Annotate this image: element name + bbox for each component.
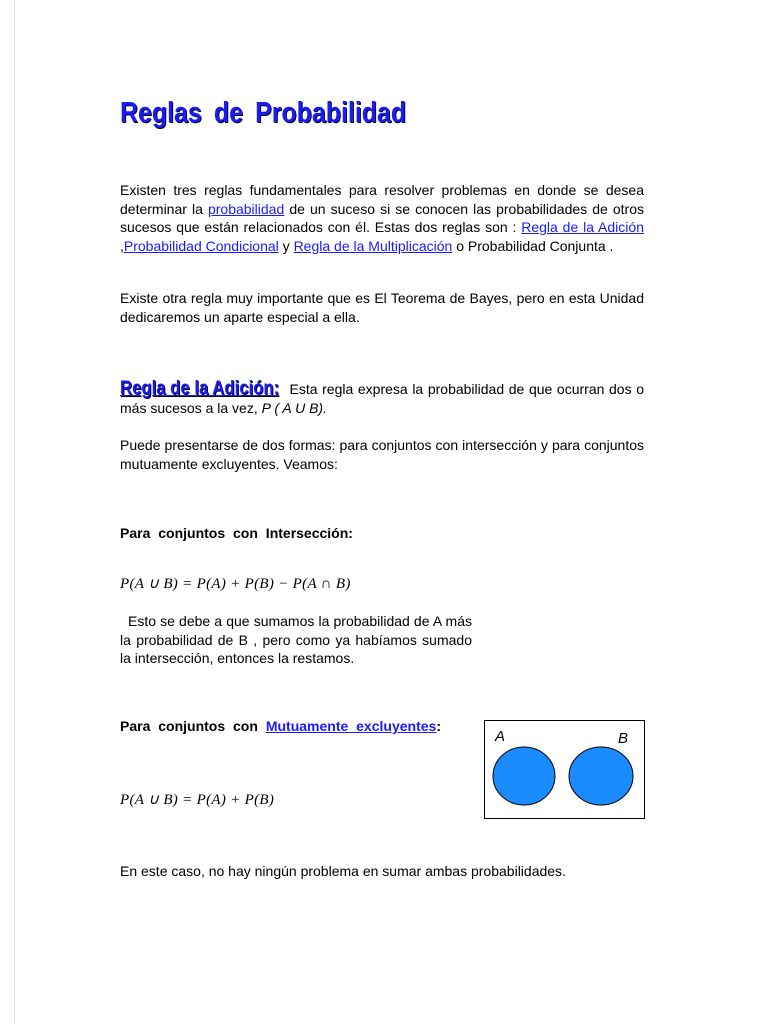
intro-text-2: de un suceso si se conocen las probabilidades de otros sucesos que están relacionados con él. Estas dos reglas son : (120, 200, 645, 235)
venn-circle-a (493, 747, 555, 805)
intro-text-4: y (278, 237, 294, 254)
page-edge (14, 0, 15, 1024)
heading-excluyentes-prefix: Para conjuntos con (120, 718, 266, 734)
intro-text-5: o Probabilidad Conjunta . (452, 237, 614, 254)
page-title: Reglas de Probabilidad (120, 97, 407, 129)
formula-interseccion: P(A ∪ B) = P(A) + P(B) − P(A ∩ B) (120, 576, 351, 592)
adicion-paragraph (120, 380, 644, 417)
adicion-text: Esta regla expresa la probabilidad de que ocurran dos o más sucesos a la vez, (120, 381, 644, 416)
formula-excluyentes: P(A ∪ B) = P(A) + P(B) (120, 792, 275, 808)
interseccion-explanation: Esto se debe a que sumamos la probabilidad de A más la probabilidad de B , pero como ya habíamos sumado la intersección, entonces la restamos. (120, 613, 472, 666)
venn-svg (485, 721, 643, 817)
section-heading-adicion: Regla de la Adición: (120, 378, 280, 399)
link-probabilidad-condicional[interactable]: Probabilidad Condicional (123, 237, 279, 254)
formas-paragraph: Puede presentarse de dos formas: para conjuntos con intersección y para conjuntos mutuamente excluyentes. Veamos: (120, 437, 644, 472)
link-probabilidad[interactable]: probabilidad (207, 200, 285, 217)
link-regla-multiplicacion[interactable]: Regla de la Multiplicación (293, 237, 453, 254)
intro-text-3: , (120, 237, 124, 254)
venn-diagram (484, 720, 645, 819)
link-regla-adicion[interactable]: Regla de la Adición (521, 219, 644, 235)
intro-paragraph (120, 181, 644, 255)
heading-interseccion: Para conjuntos con Intersección: (120, 525, 353, 541)
venn-label-a: A (495, 728, 506, 745)
conclusion-paragraph: En este caso, no hay ningún problema en sumar ambas probabilidades. (120, 863, 566, 879)
link-mutuamente-excluyentes[interactable]: Mutuamente excluyentes (265, 718, 437, 734)
heading-excluyentes (120, 718, 441, 734)
intro-text-1: Existen tres reglas fundamentales para resolver problemas en donde se desea determinar la (120, 182, 644, 217)
venn-label-b: B (618, 730, 629, 747)
heading-excluyentes-suffix: : (436, 718, 441, 734)
venn-circle-b (569, 747, 633, 805)
adicion-formula: P ( A U B). (261, 399, 327, 416)
bayes-paragraph: Existe otra regla muy importante que es El Teorema de Bayes, pero en esta Unidad dedicaremos un aparte especial a ella. (120, 290, 644, 325)
